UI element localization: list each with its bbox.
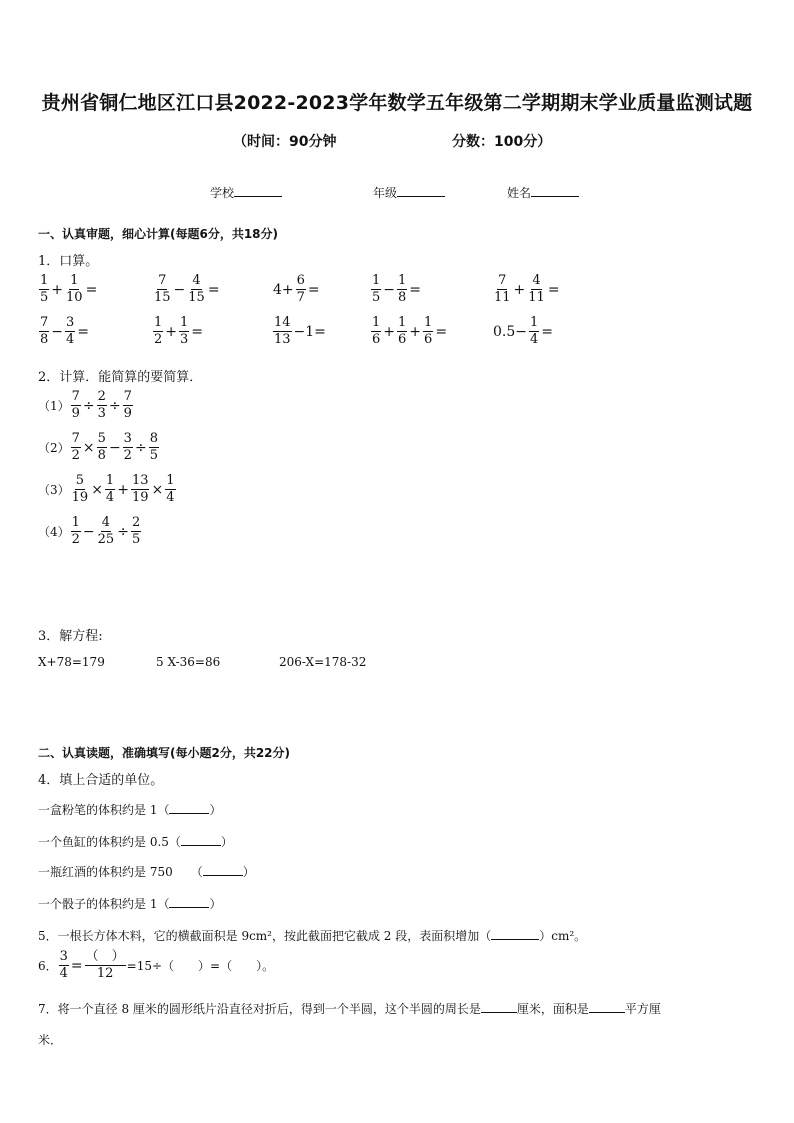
fraction: $\frac{8}{5}$	[149, 431, 158, 464]
fraction: $\frac{1}{2}$	[71, 515, 80, 548]
fraction: $\frac{7}{9}$	[123, 389, 132, 422]
fraction-b: $\frac{6}{7}$	[296, 273, 305, 306]
fraction-b: $\frac{4}{11}$	[528, 273, 545, 306]
fraction-a: $\frac{1}{5}$	[40, 273, 49, 306]
fraction-a: $\frac{7}{15}$	[154, 273, 171, 306]
operator: ÷	[108, 397, 121, 414]
equals: =	[77, 323, 90, 340]
operator: ×	[91, 481, 103, 498]
equals: =	[307, 281, 320, 298]
operator: ×	[151, 481, 164, 498]
fraction: $\frac{2}{3}$	[97, 389, 106, 422]
operator: ÷	[134, 439, 147, 456]
q2-item-2	[38, 432, 160, 464]
fraction: $\frac{5}{8}$	[97, 431, 106, 464]
operator: +	[51, 281, 64, 298]
fraction: $\frac{7}{9}$	[71, 389, 80, 422]
q1-row2-item-2	[152, 316, 204, 348]
operator: +	[165, 323, 178, 340]
fraction-c: $\frac{1}{6}$	[424, 315, 433, 348]
time-label: （时间：90分钟	[233, 134, 337, 150]
name-blank[interactable]	[531, 182, 579, 197]
q1-row1-item-3	[272, 274, 321, 306]
section2-heading: 二、认真读题，准确填写(每小题2分，共22分)	[38, 746, 291, 760]
operator: +	[513, 281, 526, 298]
fraction-a: $\frac{7}{8}$	[40, 315, 49, 348]
fraction: $\frac{1}{4}$	[166, 473, 175, 506]
item-index: （3）	[38, 483, 70, 498]
q6: 6． $\frac{3}{4}$ = $\frac{( )}{12}$ =15÷（ ）=（ ）。	[38, 949, 275, 982]
fraction: $\frac{1}{4}$	[105, 473, 115, 506]
equals: =	[207, 281, 220, 298]
section1-heading: 一、认真审题，细心计算(每题6分，共18分)	[38, 227, 279, 241]
q7-line1: 7．将一个直径 8 厘米的圆形纸片沿直径对折后，得到一个半圆，这个半圆的周长是 厘米，面积是 平方厘	[38, 1002, 661, 1016]
fraction-a: $\frac{14}{13}$	[274, 315, 291, 348]
fraction-b: $\frac{4}{15}$	[188, 273, 205, 306]
q4-item-1: 一盒粉笔的体积约是 1（ ）	[38, 803, 222, 817]
q1-row1-item-4	[370, 274, 422, 306]
grade-blank[interactable]	[397, 182, 445, 197]
operator: −	[383, 281, 396, 298]
q6-fraction-1: $\frac{3}{4}$	[59, 949, 68, 982]
operator: −	[173, 281, 186, 298]
equals: =	[191, 323, 204, 340]
item-index: （2）	[38, 441, 70, 456]
school-field: 学校	[210, 182, 282, 201]
fraction: $\frac{7}{2}$	[71, 431, 80, 464]
q4-blank-2[interactable]	[181, 833, 221, 846]
equals: =	[541, 323, 554, 340]
q1-row2-item-1	[38, 316, 90, 348]
operator: −	[108, 439, 121, 456]
q6-fraction-2[interactable]: $\frac{( )}{12}$	[85, 949, 125, 982]
item-index: （1）	[38, 399, 70, 414]
fraction-b: $\frac{1}{4}$	[530, 315, 539, 348]
equals: =	[85, 281, 98, 298]
fraction-b: $\frac{1}{6}$	[398, 315, 407, 348]
fraction-a: $\frac{7}{11}$	[494, 273, 511, 306]
q4-blank-3[interactable]	[203, 863, 243, 876]
q1-row2-item-3	[272, 316, 327, 348]
q2-item-3	[38, 474, 177, 506]
q3-label: 3．解方程:	[38, 629, 103, 644]
fraction: $\frac{5}{19}$	[71, 473, 89, 506]
q4-blank-4[interactable]	[169, 895, 209, 908]
fraction: $\frac{13}{19}$	[131, 473, 149, 506]
grade-field: 年级	[373, 182, 445, 201]
equals: =	[435, 323, 448, 340]
fraction-b: $\frac{3}{4}$	[66, 315, 75, 348]
q7-blank-area[interactable]	[589, 1000, 625, 1013]
operator: +	[409, 323, 422, 340]
fraction-b: $\frac{1}{8}$	[398, 273, 407, 306]
fraction-a: $\frac{1}{5}$	[372, 273, 381, 306]
q4-item-3: 一瓶红酒的体积约是 750 （ ）	[38, 865, 255, 879]
equation-2: 5 X-36=86	[156, 655, 221, 669]
q1-label: 1．口算。	[38, 254, 99, 269]
equals: =	[547, 281, 560, 298]
operator: +	[117, 481, 129, 498]
q4-item-4: 一个骰子的体积约是 1（ ）	[38, 897, 222, 911]
fraction-b: $\frac{1}{10}$	[66, 273, 83, 306]
q1-row2-item-4	[370, 316, 448, 348]
operator: ×	[82, 439, 95, 456]
q1-row1-item-5	[492, 274, 561, 306]
score-label: 分数：100分）	[452, 134, 552, 150]
q5-blank[interactable]	[491, 927, 539, 940]
q1-row1-item-1	[38, 274, 98, 306]
q4-blank-1[interactable]	[169, 801, 209, 814]
operator: −	[51, 323, 64, 340]
page-title: 贵州省铜仁地区江口县2022-2023学年数学五年级第二学期期末学业质量监测试题	[41, 92, 753, 114]
q2-item-1	[38, 390, 134, 422]
q2-label: 2．计算．能简算的要简算．	[38, 370, 203, 385]
fraction-b: $\frac{1}{3}$	[180, 315, 189, 348]
prefix: 0.5−	[493, 323, 527, 340]
q4-label: 4．填上合适的单位。	[38, 773, 164, 788]
equals: =	[409, 281, 422, 298]
name-field: 姓名	[507, 182, 579, 201]
fraction: $\frac{4}{25}$	[97, 515, 115, 548]
prefix: 4+	[273, 281, 294, 298]
fraction-a: $\frac{1}{6}$	[372, 315, 381, 348]
fraction: $\frac{3}{2}$	[123, 431, 132, 464]
suffix: −1=	[293, 323, 326, 340]
q1-row2-item-5	[492, 316, 554, 348]
q7-blank-perimeter[interactable]	[481, 1000, 517, 1013]
q2-item-4	[38, 516, 142, 548]
item-index: （4）	[38, 525, 70, 540]
equation-1: X+78=179	[38, 655, 105, 669]
equation-3: 206-X=178-32	[279, 655, 367, 669]
operator: ÷	[82, 397, 95, 414]
q4-item-2: 一个鱼缸的体积约是 0.5（ ）	[38, 835, 233, 849]
operator: +	[383, 323, 396, 340]
fraction: $\frac{2}{5}$	[131, 515, 141, 548]
fraction-a: $\frac{1}{2}$	[154, 315, 163, 348]
operator: −	[82, 523, 95, 540]
q7-line2: 米．	[38, 1033, 63, 1047]
school-blank[interactable]	[234, 182, 282, 197]
q5: 5．一根长方体木料，它的横截面积是 9cm²，按此截面把它截成 2 段，表面积增加（ ）cm²。	[38, 929, 587, 943]
operator: ÷	[117, 523, 129, 540]
q1-row1-item-2	[152, 274, 221, 306]
